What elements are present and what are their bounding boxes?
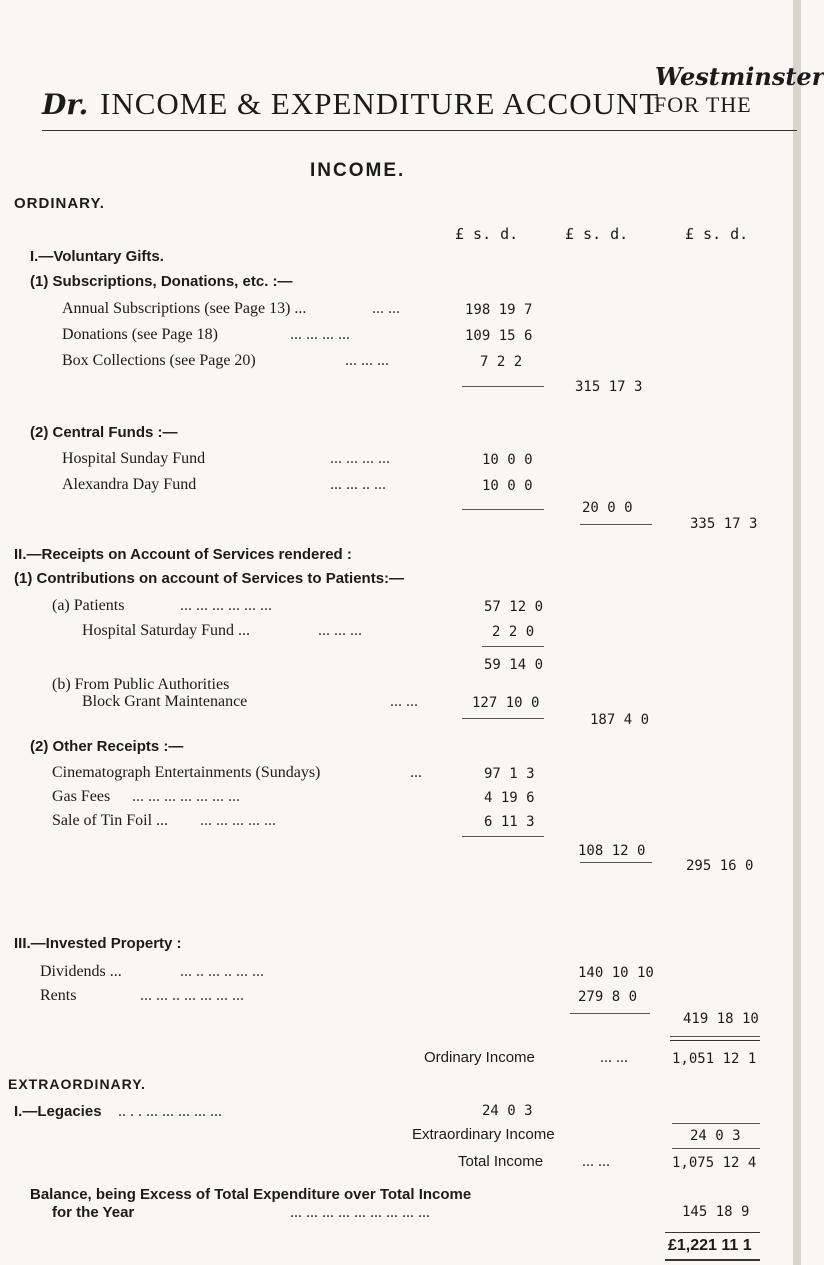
ordinary-label: ORDINARY. [14,195,105,212]
header-rule [42,130,797,131]
leader-dots: ... ... ... [318,622,362,639]
leader-dots: ... ... ... ... ... ... ... ... ... [290,1204,430,1221]
part1-total: 335 17 3 [690,516,758,532]
part2-sub2-row-amount: 6 11 3 [484,814,535,830]
part3-title: III.—Invested Property : [14,935,182,952]
part1-row-label: Box Collections (see Page 20) [62,352,256,369]
leader-dots: ... ... [372,300,400,317]
grand-total: £1,221 11 1 [668,1237,752,1254]
part1-sub2-row-label: Alexandra Day Fund [62,476,197,493]
ordinary-income-amount: 1,051 12 1 [672,1051,757,1067]
part2-a-label: (a) Patients [52,597,125,614]
balance-amount: 145 18 9 [682,1204,750,1220]
total-income-label: Total Income [458,1153,544,1170]
rule [570,1013,650,1014]
leader-dots: ... [410,764,422,781]
leader-dots: ... ... ... ... ... [200,812,276,829]
page-edge [793,0,801,1265]
currency-head-3: £ s. d. [685,225,749,243]
part3-row-label: Dividends ... [40,963,122,980]
leader-dots: ... ... [390,693,418,710]
part2-sub2-row-label: Cinematograph Entertainments (Sundays) [52,764,321,781]
part2-a-amount: 57 12 0 [484,599,544,615]
leader-dots: ... .. ... .. ... ... [180,963,264,980]
part2-sub2-total: 108 12 0 [578,843,646,859]
total-income-amount: 1,075 12 4 [672,1155,757,1171]
rule [665,1259,760,1261]
part2-sub2-row-label: Sale of Tin Foil ... [52,812,169,829]
part2-sub1-total: 187 4 0 [590,712,650,728]
part2-b-label: Block Grant Maintenance [82,693,248,710]
part2-sub1-title: (1) Contributions on account of Services to Patients:— [14,570,405,587]
extraordinary-label: EXTRAORDINARY. [8,1076,146,1092]
part2-a2-amount: 2 2 0 [492,624,535,640]
part1-row-amount: 7 2 2 [480,354,523,370]
rule [580,862,652,863]
part3-row-label: Rents [40,987,77,1004]
leader-dots: ... ... ... [345,352,389,369]
rule [670,1040,760,1041]
part1-row-amount: 198 19 7 [465,302,533,318]
part2-a-subtotal: 59 14 0 [484,657,544,673]
extraordinary-income-label: Extraordinary Income [412,1126,555,1143]
rule [462,836,544,837]
rule [580,524,652,525]
header-prefix: Dr. [42,88,89,121]
part1-sub1-total: 315 17 3 [575,379,643,395]
part1-title: I.—Voluntary Gifts. [30,248,164,265]
part1-row-label: Donations (see Page 18) [62,326,218,343]
part1-sub1-title: (1) Subscriptions, Donations, etc. :— [30,273,293,290]
leader-dots: ... ... [582,1153,610,1170]
section-title: INCOME. [310,160,406,181]
part3-total: 419 18 10 [683,1011,759,1027]
leader-dots: ... ... .. ... ... ... ... [140,987,244,1004]
leader-dots: ... ... .. ... [330,476,386,493]
part1-row-amount: 109 15 6 [465,328,533,344]
rule [670,1036,760,1037]
balance-label: Balance, being Excess of Total Expenditure over Total Income [30,1186,472,1203]
ordinary-income-label: Ordinary Income [424,1049,535,1066]
part2-sub2-row-amount: 97 1 3 [484,766,535,782]
part1-sub2-row-label: Hospital Sunday Fund [62,450,206,467]
currency-head-2: £ s. d. [565,225,629,243]
leader-dots: ... ... ... ... [330,450,390,467]
leader-dots: ... ... ... ... ... ... [180,597,272,614]
part2-title: II.—Receipts on Account of Services rendered : [14,546,352,563]
part1-sub2-title: (2) Central Funds :— [30,424,178,441]
part1-sub2-row-amount: 10 0 0 [482,478,533,494]
rule [462,509,544,510]
balance-label: for the Year [52,1204,135,1221]
part2-sub2-row-amount: 4 19 6 [484,790,535,806]
legacies-label: I.—Legacies [14,1103,102,1120]
rule [665,1232,760,1233]
part2-b-label: (b) From Public Authorities [52,676,230,693]
rule [462,386,544,387]
part1-row-label: Annual Subscriptions (see Page 13) ... [62,300,307,317]
legacies-amount: 24 0 3 [482,1103,533,1119]
rule [482,646,544,647]
part2-total: 295 16 0 [686,858,754,874]
part3-row-amount: 140 10 10 [578,965,654,981]
part1-sub2-row-amount: 10 0 0 [482,452,533,468]
leader-dots: ... ... [600,1049,628,1066]
header-title: INCOME & EXPENDITURE ACCOUNT [100,86,660,121]
part2-sub2-title: (2) Other Receipts :— [30,738,184,755]
leader-dots: ... ... ... ... [290,326,350,343]
leader-dots: ... ... ... ... ... ... ... [132,788,240,805]
header-place: Westminster [655,62,824,91]
header-title-tail: FOR THE [654,92,752,117]
part3-row-amount: 279 8 0 [578,989,638,1005]
rule [462,718,544,719]
rule [672,1148,760,1149]
part2-a2-label: Hospital Saturday Fund ... [82,622,250,639]
extraordinary-income-amount: 24 0 3 [690,1128,741,1144]
part2-b-amount: 127 10 0 [472,695,540,711]
currency-head-1: £ s. d. [455,225,519,243]
rule [672,1123,760,1124]
part1-sub2-total: 20 0 0 [582,500,633,516]
leader-dots: .. . . ... ... ... ... ... [118,1103,222,1120]
part2-sub2-row-label: Gas Fees [52,788,111,805]
